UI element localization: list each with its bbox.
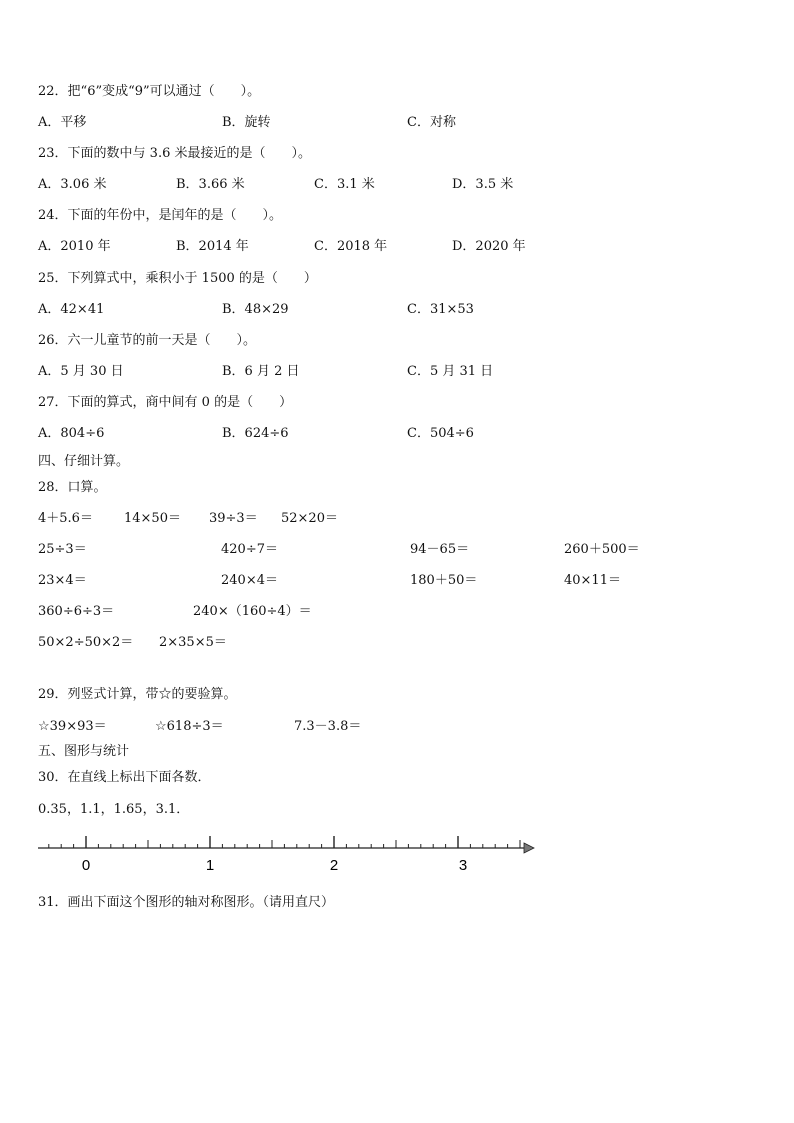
q28-item: 25÷3＝ <box>38 542 87 557</box>
question-24-option-d[interactable]: D．2020 年 <box>452 239 526 254</box>
section-4-title: 四、仔细计算。 <box>38 454 130 469</box>
number-line[interactable] <box>36 826 540 876</box>
q28-item: 180＋50＝ <box>410 573 478 588</box>
question-26-option-c[interactable]: C．5 月 31 日 <box>407 364 494 379</box>
q28-item: 39÷3＝ <box>209 511 258 526</box>
q28-item: 14×50＝ <box>124 511 181 526</box>
question-25-stem: 25．下列算式中，乘积小于 1500 的是（ ） <box>38 271 317 286</box>
question-23-option-c[interactable]: C．3.1 米 <box>314 177 375 192</box>
number-line-arrow-icon <box>524 843 534 853</box>
q28-item: 40×11＝ <box>564 573 621 588</box>
q28-item: 50×2÷50×2＝ <box>38 635 134 650</box>
question-24-option-b[interactable]: B．2014 年 <box>176 239 249 254</box>
question-25-option-b[interactable]: B．48×29 <box>222 302 289 317</box>
question-27-option-b[interactable]: B．624÷6 <box>222 426 289 441</box>
q28-item: 420÷7＝ <box>221 542 278 557</box>
q29-item: ☆618÷3＝ <box>155 719 224 734</box>
q28-item: 360÷6÷3＝ <box>38 604 115 619</box>
question-27-option-c[interactable]: C．504÷6 <box>407 426 474 441</box>
q28-item: 260＋500＝ <box>564 542 640 557</box>
question-24-stem: 24．下面的年份中，是闰年的是（ ）。 <box>38 208 283 223</box>
axis-label-2: 2 <box>329 857 339 874</box>
question-22-option-c[interactable]: C．对称 <box>407 115 456 130</box>
q28-item: 240×（160÷4）＝ <box>193 604 312 619</box>
question-28-stem: 28．口算。 <box>38 480 107 495</box>
question-30-stem: 30．在直线上标出下面各数． <box>38 770 211 785</box>
question-26-option-b[interactable]: B．6 月 2 日 <box>222 364 300 379</box>
question-23-option-a[interactable]: A．3.06 米 <box>38 177 107 192</box>
question-22-option-a[interactable]: A．平移 <box>38 115 87 130</box>
question-23-option-b[interactable]: B．3.66 米 <box>176 177 245 192</box>
axis-label-0: 0 <box>81 857 91 874</box>
question-26-option-a[interactable]: A．5 月 30 日 <box>38 364 124 379</box>
question-27-option-a[interactable]: A．804÷6 <box>38 426 105 441</box>
axis-label-1: 1 <box>205 857 215 874</box>
question-22-stem: 22．把“6”变成“9”可以通过（ ）。 <box>38 84 261 99</box>
question-23-option-d[interactable]: D．3.5 米 <box>452 177 514 192</box>
question-25-option-a[interactable]: A．42×41 <box>38 302 105 317</box>
question-22-option-b[interactable]: B．旋转 <box>222 115 271 130</box>
question-24-option-c[interactable]: C．2018 年 <box>314 239 388 254</box>
question-24-option-a[interactable]: A．2010 年 <box>38 239 111 254</box>
axis-label-3: 3 <box>458 857 468 874</box>
q28-item: 4＋5.6＝ <box>38 511 93 526</box>
section-5-title: 五、图形与统计 <box>38 744 130 759</box>
q29-item: ☆39×93＝ <box>38 719 107 734</box>
question-26-stem: 26．六一儿童节的前一天是（ ）。 <box>38 333 257 348</box>
question-27-stem: 27．下面的算式，商中间有 0 的是（ ） <box>38 395 293 410</box>
question-25-option-c[interactable]: C．31×53 <box>407 302 474 317</box>
q29-item: 7.3－3.8＝ <box>294 719 362 734</box>
q28-item: 52×20＝ <box>281 511 338 526</box>
question-29-stem: 29．列竖式计算，带☆的要验算。 <box>38 687 237 702</box>
number-line-ticks <box>49 836 520 848</box>
q28-item: 94－65＝ <box>410 542 470 557</box>
q28-item: 23×4＝ <box>38 573 87 588</box>
question-31-stem: 31．画出下面这个图形的轴对称图形。（请用直尺） <box>38 895 335 910</box>
q28-item: 2×35×5＝ <box>159 635 227 650</box>
q28-item: 240×4＝ <box>221 573 278 588</box>
q30-numbers: 0.35，1.1，1.65，3.1． <box>38 802 190 817</box>
question-23-stem: 23．下面的数中与 3.6 米最接近的是（ ）。 <box>38 146 311 161</box>
